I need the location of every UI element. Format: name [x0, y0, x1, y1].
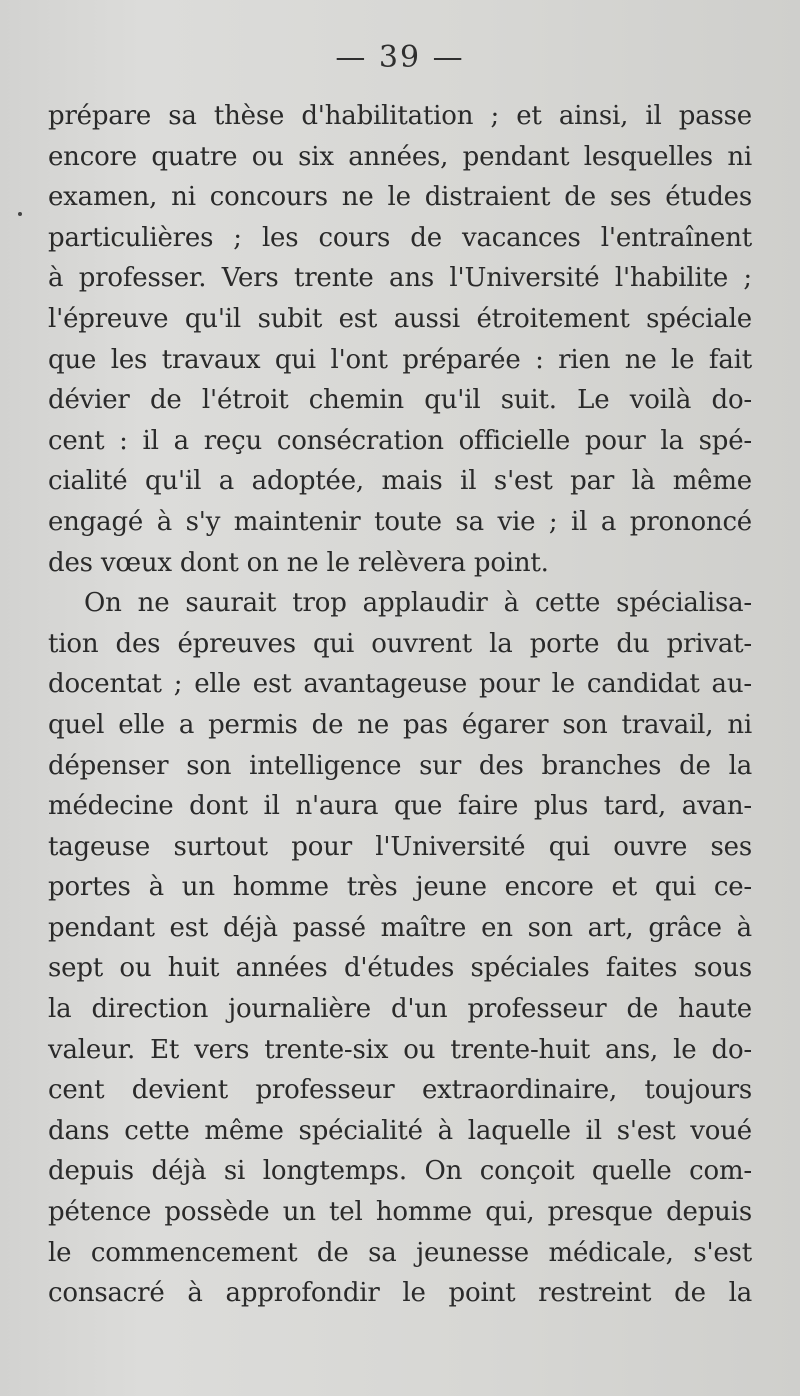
text-line: dévier de l'étroit chemin qu'il suit. Le voilà do- [48, 385, 752, 416]
text-line: cialité qu'il a adoptée, mais il s'est par là même [48, 466, 752, 497]
text-line: à professer. Vers trente ans l'Université l'habilite ; [48, 263, 752, 294]
text-line: dans cette même spécialité à laquelle il s'est voué [48, 1115, 752, 1146]
text-line: le commencement de sa jeunesse médicale, s'est [48, 1237, 752, 1268]
text-line: dépenser son intelligence sur des branches de la [48, 750, 752, 781]
text-line: tion des épreuves qui ouvrent la porte du privat- [48, 628, 752, 659]
text-line: quel elle a permis de ne pas égarer son travail, ni [48, 709, 752, 740]
text-line: des vœux dont on ne le relèvera point. [48, 547, 549, 578]
text-line: depuis déjà si longtemps. On conçoit quelle com- [48, 1156, 752, 1187]
text-line: pétence possède un tel homme qui, presque depuis [48, 1197, 752, 1228]
text-line: valeur. Et vers trente-six ou trente-huit ans, le do- [48, 1034, 752, 1065]
text-line: engagé à s'y maintenir toute sa vie ; il a prononcé [48, 506, 752, 537]
text-line: prépare sa thèse d'habilitation ; et ainsi, il passe [48, 101, 752, 131]
text-line: docentat ; elle est avantageuse pour le candidat au- [48, 669, 752, 700]
text-line: examen, ni concours ne le distraient de ses études [48, 182, 752, 213]
text-line: sept ou huit années d'études spéciales faites sous [48, 953, 752, 984]
text-line: la direction journalière d'un professeur de haute [48, 994, 752, 1025]
text-line: pendant est déjà passé maître en son art, grâce à [48, 912, 752, 943]
text-line: tageuse surtout pour l'Université qui ouvre ses [48, 831, 752, 862]
text-line: portes à un homme très jeune encore et qui ce- [48, 872, 752, 903]
text-line: consacré à approfondir le point restreint de la [48, 1278, 752, 1309]
text-line: médecine dont il n'aura que faire plus tard, avan- [48, 791, 752, 822]
text-line: cent : il a reçu consécration officielle pour la spé- [48, 425, 752, 456]
page-number: — 39 — [335, 40, 465, 75]
text-line: encore quatre ou six années, pendant lesquelles ni [48, 141, 752, 172]
text-line: que les travaux qui l'ont préparée : rien ne le fait [48, 344, 752, 375]
text-line: cent devient professeur extraordinaire, toujours [48, 1075, 752, 1106]
text-line: particulières ; les cours de vacances l'entraînent [48, 222, 752, 253]
text-line: l'épreuve qu'il subit est aussi étroitement spéciale [48, 303, 752, 334]
body-text [48, 96, 752, 1314]
text-line: On ne saurait trop applaudir à cette spécialisa- [84, 588, 752, 619]
print-speck [18, 212, 22, 216]
